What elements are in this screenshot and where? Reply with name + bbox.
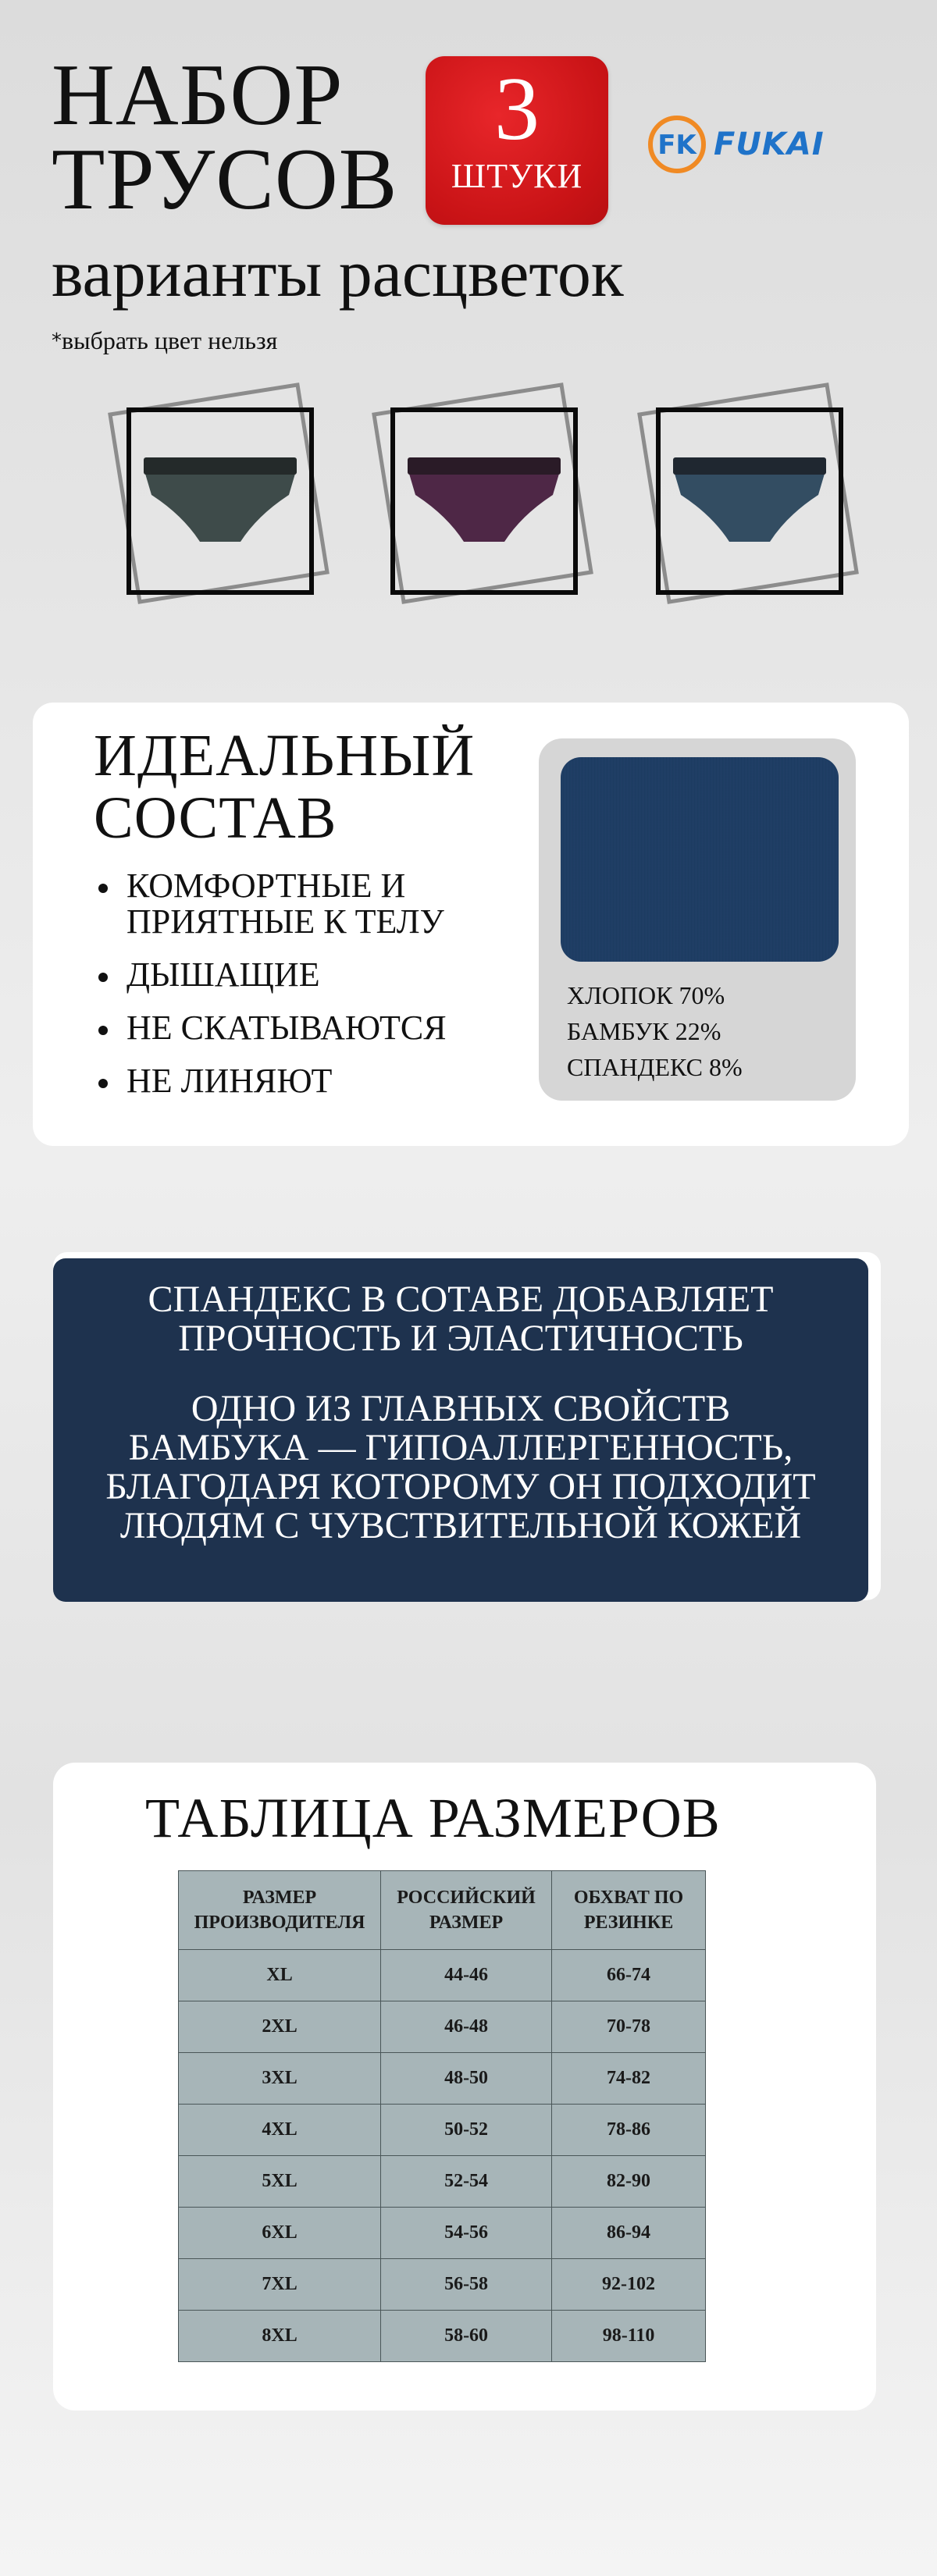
material-item: СПАНДЕКС 8% <box>567 1053 743 1081</box>
briefs-image <box>141 454 300 556</box>
subtitle: варианты расцветок <box>52 236 624 311</box>
table-cell: 98-110 <box>552 2311 706 2362</box>
color-swatch-2 <box>390 407 578 595</box>
info-line: ОДНО ИЗ ГЛАВНЫХ СВОЙСТВ <box>191 1388 731 1429</box>
color-swatch-1 <box>126 407 314 595</box>
table-cell: 82-90 <box>552 2156 706 2208</box>
size-table-title: ТАБЛИЦА РАЗМЕРОВ <box>145 1787 721 1849</box>
table-row <box>179 2311 706 2362</box>
info-paragraph-2 <box>66 1389 856 1546</box>
table-row <box>179 2053 706 2105</box>
badge-word: ШТУКИ <box>451 157 583 195</box>
table-cell: 46-48 <box>381 2001 552 2053</box>
table-cell: 78-86 <box>552 2105 706 2156</box>
brand-name: FUKAI <box>714 126 825 162</box>
brand-emblem-icon <box>647 114 707 175</box>
brand-logo <box>647 109 850 180</box>
table-cell: 52-54 <box>381 2156 552 2208</box>
column-header: РОССИЙСКИЙ РАЗМЕР <box>381 1871 552 1950</box>
title-line-2: ТРУСОВ <box>52 131 398 228</box>
table-cell: 74-82 <box>552 2053 706 2105</box>
info-box <box>53 1258 868 1602</box>
info-line: ЛЮДЯМ С ЧУВСТВИТЕЛЬНОЙ КОЖЕЙ <box>119 1505 802 1546</box>
benefit-line: ПРИЯТНЫЕ К ТЕЛУ <box>126 902 444 941</box>
table-cell: 5XL <box>179 2156 381 2208</box>
table-cell: 8XL <box>179 2311 381 2362</box>
table-row <box>179 2105 706 2156</box>
table-header-row <box>179 1871 706 1950</box>
material-item: БАМБУК 22% <box>567 1017 721 1045</box>
table-row <box>179 1950 706 2001</box>
info-line: БЛАГОДАРЯ КОТОРОМУ ОН ПОДХОДИТ <box>105 1466 816 1507</box>
table-cell: XL <box>179 1950 381 2001</box>
benefit-line: НЕ ЛИНЯЮТ <box>126 1062 333 1100</box>
info-paragraph-1 <box>77 1280 845 1358</box>
material-item: ХЛОПОК 70% <box>567 981 725 1009</box>
quantity-badge <box>426 56 608 225</box>
table-cell: 70-78 <box>552 2001 706 2053</box>
info-line: БАМБУКА — ГИПОАЛЛЕРГЕННОСТЬ, <box>128 1427 793 1468</box>
info-line: ПРОЧНОСТЬ И ЭЛАСТИЧНОСТЬ <box>178 1318 743 1359</box>
composition-title <box>94 724 475 849</box>
table-cell: 92-102 <box>552 2259 706 2311</box>
page-title <box>52 47 398 228</box>
benefit-line: ДЫШАЩИЕ <box>126 955 320 994</box>
color-note <box>52 326 277 355</box>
table-cell: 2XL <box>179 2001 381 2053</box>
briefs-image <box>670 454 829 556</box>
table-cell: 3XL <box>179 2053 381 2105</box>
brand-mark: FK <box>657 130 697 161</box>
note-asterisk: * <box>52 329 62 353</box>
composition-title-line-1: ИДЕАЛЬНЫЙ <box>94 723 476 788</box>
benefit-item <box>94 1010 447 1046</box>
benefit-line: НЕ СКАТЫВАЮТСЯ <box>126 1009 447 1047</box>
table-cell: 54-56 <box>381 2208 552 2259</box>
column-header: ОБХВАТ ПО РЕЗИНКЕ <box>552 1871 706 1950</box>
benefits-list <box>94 868 447 1116</box>
materials-list <box>567 977 743 1085</box>
table-row <box>179 2156 706 2208</box>
table-cell: 7XL <box>179 2259 381 2311</box>
table-cell: 6XL <box>179 2208 381 2259</box>
fabric-sample-image <box>561 757 839 962</box>
column-header: РАЗМЕР ПРОИЗВОДИТЕЛЯ <box>179 1871 381 1950</box>
composition-title-line-2: СОСТАВ <box>94 785 337 851</box>
benefit-line: КОМФОРТНЫЕ И <box>126 866 406 905</box>
info-line: СПАНДЕКС В СОТАВЕ ДОБАВЛЯЕТ <box>148 1279 774 1320</box>
table-cell: 56-58 <box>381 2259 552 2311</box>
benefit-item <box>94 957 447 993</box>
table-row <box>179 2259 706 2311</box>
table-cell: 86-94 <box>552 2208 706 2259</box>
badge-number: 3 <box>494 59 540 159</box>
table-cell: 48-50 <box>381 2053 552 2105</box>
table-row <box>179 2208 706 2259</box>
table-cell: 44-46 <box>381 1950 552 2001</box>
table-cell: 4XL <box>179 2105 381 2156</box>
benefit-item <box>94 868 447 940</box>
note-text: выбрать цвет нельзя <box>62 326 278 354</box>
size-table <box>178 1870 706 2362</box>
title-line-1: НАБОР <box>52 47 344 144</box>
benefit-item <box>94 1063 447 1099</box>
table-cell: 58-60 <box>381 2311 552 2362</box>
color-swatch-3 <box>656 407 843 595</box>
table-row <box>179 2001 706 2053</box>
briefs-image <box>404 454 564 556</box>
table-cell: 50-52 <box>381 2105 552 2156</box>
table-cell: 66-74 <box>552 1950 706 2001</box>
